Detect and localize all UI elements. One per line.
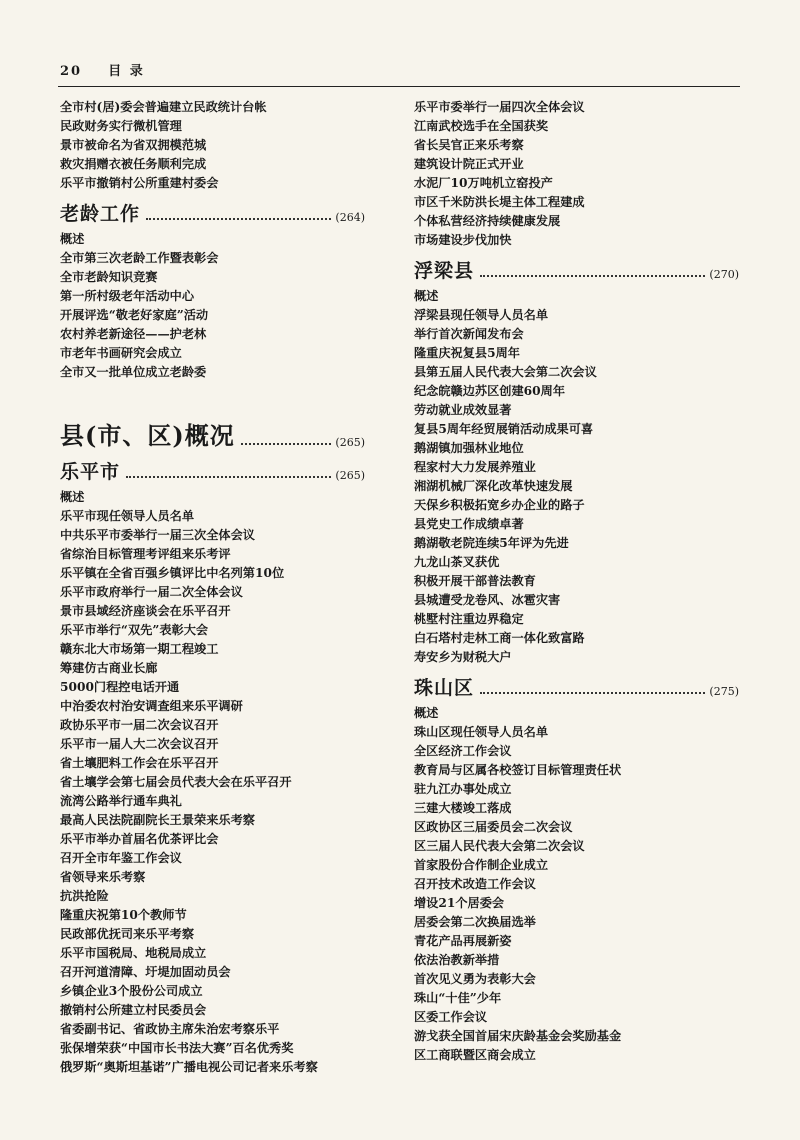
dot-leader	[480, 692, 705, 694]
section-heading-county	[60, 416, 365, 451]
toc-entry: 省土壤学会第七届会员代表大会在乐平召开	[60, 775, 292, 789]
toc-entry: 市场建设步伐加快	[414, 233, 512, 247]
toc-entry: 天保乡积极拓宽乡办企业的路子	[414, 498, 585, 512]
toc-entry: 居委会第二次换届选举	[414, 915, 536, 929]
toc-entry: 乐平市现任领导人员名单	[60, 509, 195, 523]
dot-leader	[126, 476, 331, 478]
toc-entry: 隆重庆祝复县5周年	[414, 346, 520, 360]
section-page: (264)	[335, 211, 365, 224]
toc-entry: 全市村(居)委会普遍建立民政统计台帐	[60, 100, 267, 114]
toc-entry: 区委工作会议	[414, 1010, 488, 1024]
toc-entry: 浮梁县现任领导人员名单	[414, 308, 549, 322]
toc-entry: 赣东北大市场第一期工程竣工	[60, 642, 219, 656]
toc-entry: 湘湖机械厂深化改革快速发展	[414, 479, 573, 493]
toc-entry: 中共乐平市委举行一届三次全体会议	[60, 528, 255, 542]
toc-entry: 省土壤肥料工作会在乐平召开	[60, 756, 219, 770]
toc-entry: 三建大楼竣工落成	[414, 801, 512, 815]
toc-entry: 乐平市撤销村公所重建村委会	[60, 176, 219, 190]
fuliang-entries	[414, 287, 739, 667]
toc-entry: 召开全市年鉴工作会议	[60, 851, 182, 865]
toc-entry: 县城遭受龙卷风、冰雹灾害	[414, 593, 561, 607]
toc-entry: 复县5周年经贸展销活动成果可喜	[414, 422, 594, 436]
toc-entry: 第一所村级老年活动中心	[60, 289, 195, 303]
toc-entry: 依法治教新举措	[414, 953, 500, 967]
toc-entry: 乐平市委举行一届四次全体会议	[414, 100, 585, 114]
section-heading-leping	[60, 457, 365, 484]
toc-entry: 全市第三次老龄工作暨表彰会	[60, 251, 219, 265]
toc-entry: 江南武校选手在全国获奖	[414, 119, 549, 133]
section-heading-elderly	[60, 199, 365, 226]
toc-entry: 概述	[60, 490, 85, 504]
toc-entry: 乐平市一届人大二次会议召开	[60, 737, 219, 751]
toc-entry: 区工商联暨区商会成立	[414, 1048, 536, 1062]
toc-entry: 抗洪抢险	[60, 889, 109, 903]
toc-entry: 九龙山茶叉获优	[414, 555, 500, 569]
section-title: 乐平市	[60, 461, 121, 483]
toc-entry: 省委副书记、省政协主席朱治宏考察乐平	[60, 1022, 280, 1036]
toc-entry: 鹅湖镇加强林业地位	[414, 441, 524, 455]
toc-entry: 概述	[60, 232, 85, 246]
toc-entry: 景市县域经济座谈会在乐平召开	[60, 604, 231, 618]
toc-entry: 全市老龄知识竞赛	[60, 270, 158, 284]
section-page: (275)	[709, 685, 739, 698]
toc-entry: 程家村大力发展养殖业	[414, 460, 536, 474]
toc-entry: 县第五届人民代表大会第二次会议	[414, 365, 597, 379]
header-rule	[58, 86, 740, 87]
toc-entry: 个体私营经济持续健康发展	[414, 214, 561, 228]
toc-entry: 省长吴官正来乐考察	[414, 138, 524, 152]
left-column	[60, 98, 365, 1077]
toc-entry: 珠山区现任领导人员名单	[414, 725, 549, 739]
toc-entry: 纪念皖赣边苏区创建60周年	[414, 384, 566, 398]
toc-entry: 省综治目标管理考评组来乐考评	[60, 547, 231, 561]
toc-entry: 民政部优抚司来乐平考察	[60, 927, 195, 941]
toc-entry: 驻九江办事处成立	[414, 782, 512, 796]
toc-entry: 劳动就业成效显著	[414, 403, 512, 417]
toc-entry: 乐平市政府举行一届二次全体会议	[60, 585, 243, 599]
toc-entry: 举行首次新闻发布会	[414, 327, 524, 341]
section-page: (270)	[709, 268, 739, 281]
leping-entries	[60, 488, 365, 1077]
toc-entry: 乐平镇在全省百强乡镇评比中名列第10位	[60, 566, 285, 580]
section-page: (265)	[335, 469, 365, 482]
toc-entry: 寿安乡为财税大户	[414, 650, 512, 664]
header-title: 目 录	[108, 64, 145, 79]
toc-entry: 筹建仿古商业长廊	[60, 661, 158, 675]
toc-entry: 首家股份合作制企业成立	[414, 858, 549, 872]
toc-entry: 召开河道清障、圩堤加固动员会	[60, 965, 231, 979]
toc-entry: 教育局与区属各校签订目标管理责任状	[414, 763, 622, 777]
toc-entry: 乡镇企业3个股份公司成立	[60, 984, 203, 998]
toc-entry: 民政财务实行微机管理	[60, 119, 182, 133]
toc-entry: 概述	[414, 706, 439, 720]
zhushan-entries	[414, 704, 739, 1065]
toc-entry: 开展评选“敬老好家庭”活动	[60, 308, 209, 322]
toc-entry: 鹅湖敬老院连续5年评为先进	[414, 536, 569, 550]
toc-entry: 省领导来乐考察	[60, 870, 146, 884]
toc-entry: 桃墅村注重边界稳定	[414, 612, 524, 626]
toc-entry: 区政协区三届委员会二次会议	[414, 820, 573, 834]
toc-entry: 县党史工作成绩卓著	[414, 517, 524, 531]
toc-entry: 景市被命名为省双拥模范城	[60, 138, 207, 152]
section-title: 县(市、区)概况	[60, 421, 235, 450]
toc-entry: 全区经济工作会议	[414, 744, 512, 758]
right-top-entries	[414, 98, 739, 250]
toc-entry: 召开技术改造工作会议	[414, 877, 536, 891]
toc-entry: 积极开展干部普法教育	[414, 574, 536, 588]
toc-entry: 建筑设计院正式开业	[414, 157, 524, 171]
page-number: 20	[60, 64, 83, 79]
section-heading-zhushan	[414, 673, 739, 700]
left-top-entries	[60, 98, 365, 193]
toc-entry: 政协乐平市一届二次会议召开	[60, 718, 219, 732]
section-title: 珠山区	[414, 677, 475, 699]
toc-entry: 救灾捐赠衣被任务顺利完成	[60, 157, 207, 171]
toc-entry: 全市又一批单位成立老龄委	[60, 365, 207, 379]
section-title: 浮梁县	[414, 260, 475, 282]
section-heading-fuliang	[414, 256, 739, 283]
toc-entry: 首次见义勇为表彰大会	[414, 972, 536, 986]
toc-entry: 珠山“十佳”少年	[414, 991, 502, 1005]
toc-entry: 最高人民法院副院长王景荣来乐考察	[60, 813, 255, 827]
right-column	[414, 98, 739, 1065]
section-page: (265)	[335, 436, 365, 449]
toc-entry: 隆重庆祝第10个教师节	[60, 908, 187, 922]
toc-entry: 乐平市举办首届名优茶评比会	[60, 832, 219, 846]
toc-entry: 增设21个居委会	[414, 896, 505, 910]
toc-entry: 农村养老新途径——护老林	[60, 327, 207, 341]
toc-entry: 撤销村公所建立村民委员会	[60, 1003, 207, 1017]
elderly-entries	[60, 230, 365, 382]
toc-entry: 乐平市国税局、地税局成立	[60, 946, 207, 960]
dot-leader	[480, 275, 705, 277]
toc-entry: 流湾公路举行通车典礼	[60, 794, 182, 808]
toc-entry: 游戈获全国首届宋庆龄基金会奖励基金	[414, 1029, 622, 1043]
toc-entry: 俄罗斯“奥斯坦基诺”广播电视公司记者来乐考察	[60, 1060, 318, 1074]
toc-entry: 白石塔村走林工商一体化致富路	[414, 631, 585, 645]
toc-entry: 区三届人民代表大会第二次会议	[414, 839, 585, 853]
page-header	[60, 60, 145, 79]
dot-leader	[241, 443, 332, 445]
toc-entry: 概述	[414, 289, 439, 303]
toc-entry: 5000门程控电话开通	[60, 680, 180, 694]
toc-entry: 乐平市举行“双先”表彰大会	[60, 623, 209, 637]
toc-entry: 中治委农村治安调查组来乐平调研	[60, 699, 243, 713]
toc-entry: 市区千米防洪长堤主体工程建成	[414, 195, 585, 209]
toc-entry: 市老年书画研究会成立	[60, 346, 182, 360]
toc-entry: 水泥厂10万吨机立窑投产	[414, 176, 553, 190]
toc-entry: 张保增荣获“中国市长书法大赛”百名优秀奖	[60, 1041, 294, 1055]
toc-entry: 青花产品再展新姿	[414, 934, 512, 948]
dot-leader	[146, 218, 331, 220]
section-title: 老龄工作	[60, 203, 141, 225]
